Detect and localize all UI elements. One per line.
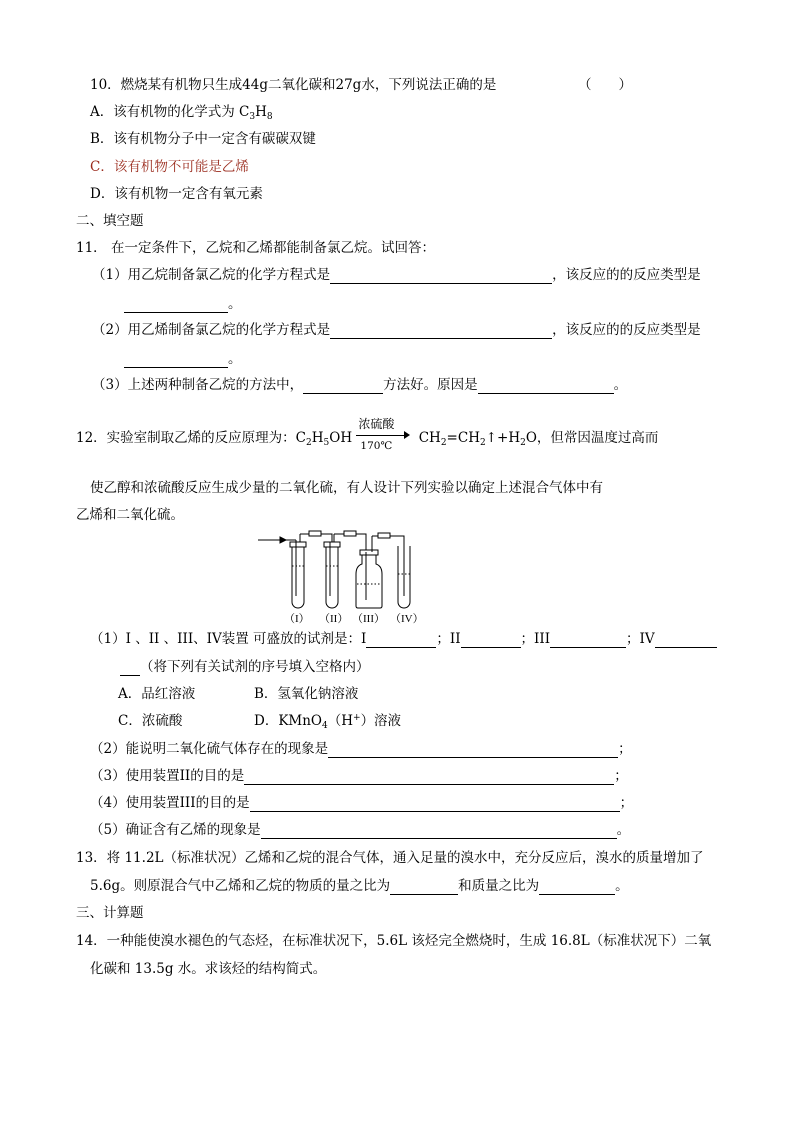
label-ii: （II） bbox=[319, 613, 349, 625]
section-title-calculation: 三、计算题 bbox=[76, 905, 144, 921]
answer-blank[interactable] bbox=[124, 353, 228, 368]
tube-iv bbox=[398, 542, 410, 608]
q12-line2: 使乙醇和浓硫酸反应生成少量的二氧化硫，有人设计下列实验以确定上述混合气体中有 bbox=[90, 480, 603, 496]
q12-option-d: D．KMnO$_4$（H+）溶液 bbox=[254, 713, 402, 731]
q13-line1: 13．将 11.2L（标准状况）乙烯和乙烷的混合气体，通入足量的溴水中，充分反应后，溴水的质量增加了 bbox=[76, 850, 704, 866]
q11-stem: 11． 在一定条件下，乙烷和乙烯都能制备氯乙烷。试回答： bbox=[76, 240, 435, 256]
tube-i bbox=[286, 534, 306, 608]
q13-line2: 5.6g。则原混合气中乙烯和乙烷的物质的量之比为 和质量之比为 。 bbox=[90, 878, 629, 894]
answer-blank[interactable] bbox=[328, 743, 618, 758]
q10-option-a: A．该有机物的化学式为 $C_3H_8$ bbox=[90, 104, 273, 122]
q12-part1: （1）I 、II 、III、IV装置 可盛放的试剂是：I ；II ；III ；IV bbox=[90, 630, 717, 648]
q12-part5: （5）确证含有乙烯的现象是 。 bbox=[90, 822, 631, 838]
answer-blank[interactable] bbox=[330, 324, 552, 339]
q10-option-d: D．该有机物一定含有氧元素 bbox=[90, 186, 263, 202]
answer-blank[interactable] bbox=[461, 633, 521, 648]
answer-blank[interactable] bbox=[330, 269, 552, 284]
tube-ii bbox=[324, 534, 340, 608]
answer-blank[interactable] bbox=[303, 379, 383, 394]
q14-line1: 14．一种能使溴水褪色的气态烃，在标准状况下，5.6L 该烃完全燃烧时，生成 16.8L（标准状况下）二氧 bbox=[76, 933, 712, 949]
q12-part2: （2）能说明二氧化硫气体存在的现象是 ； bbox=[90, 741, 632, 757]
answer-blank[interactable] bbox=[390, 880, 458, 895]
label-iv: （IV） bbox=[390, 613, 424, 625]
q14-line2: 化碳和 13.5g 水。求该烃的结构简式。 bbox=[90, 961, 327, 977]
q11-part1: （1）用乙烷制备氯乙烷的化学方程式是 ，该反应的的反应类型是 bbox=[92, 267, 701, 283]
section-title-fill-blank: 二、填空题 bbox=[76, 213, 144, 229]
q10-option-b: B．该有机物分子中一定含有碳碳双键 bbox=[90, 131, 316, 147]
q12-part3: （3）使用装置II的目的是 ； bbox=[90, 768, 628, 784]
q10-stem: 10．燃烧某有机物只生成44g二氧化碳和27g水，下列说法正确的是 bbox=[90, 77, 497, 93]
q12-option-b: B．氢氧化钠溶液 bbox=[254, 686, 359, 702]
answer-blank[interactable] bbox=[478, 379, 614, 394]
q11-part2-cont: 。 bbox=[124, 350, 242, 368]
q11-part3: （3）上述两种制备乙烷的方法中， 方法好。原因是 。 bbox=[92, 377, 628, 393]
gas-washing-apparatus-diagram bbox=[254, 528, 434, 626]
q12-part1-note: （将下列有关试剂的序号填入空格内） bbox=[120, 658, 370, 676]
answer-blank[interactable] bbox=[550, 633, 626, 648]
arrow-head bbox=[280, 537, 286, 543]
answer-blank[interactable] bbox=[124, 298, 228, 313]
label-i: （I） bbox=[284, 613, 310, 625]
answer-blank[interactable] bbox=[244, 770, 614, 785]
reaction-condition-arrow: 浓硫酸 170℃ bbox=[356, 429, 414, 447]
answer-paren: （ ） bbox=[578, 77, 632, 93]
answer-blank[interactable] bbox=[366, 633, 436, 648]
answer-blank[interactable] bbox=[250, 797, 620, 812]
answer-blank[interactable] bbox=[655, 633, 717, 648]
label-iii: （III） bbox=[352, 613, 385, 625]
answer-blank[interactable] bbox=[539, 880, 615, 895]
q11-part2: （2）用乙烯制备氯乙烷的化学方程式是 ，该反应的的反应类型是 bbox=[92, 322, 701, 338]
answer-blank[interactable] bbox=[120, 661, 140, 676]
q12-line3: 乙烯和二氧化硫。 bbox=[76, 507, 184, 523]
q10-option-c: C．该有机物不可能是乙烯 bbox=[90, 159, 249, 175]
q12-part4: （4）使用装置III的目的是 ； bbox=[90, 795, 634, 811]
q11-part1-cont: 。 bbox=[124, 295, 242, 313]
q12-option-c: C．浓硫酸 bbox=[118, 713, 183, 729]
q12-option-a: A．品红溶液 bbox=[118, 686, 196, 702]
answer-blank[interactable] bbox=[261, 824, 617, 839]
q12-stem: 12．实验室制取乙烯的反应原理为：$C_2H_5OH$ 浓硫酸 170℃ $CH_2=CH_2↑+H_2O$，但常因温度过高而 bbox=[76, 417, 659, 452]
bottle-iii bbox=[356, 536, 382, 608]
